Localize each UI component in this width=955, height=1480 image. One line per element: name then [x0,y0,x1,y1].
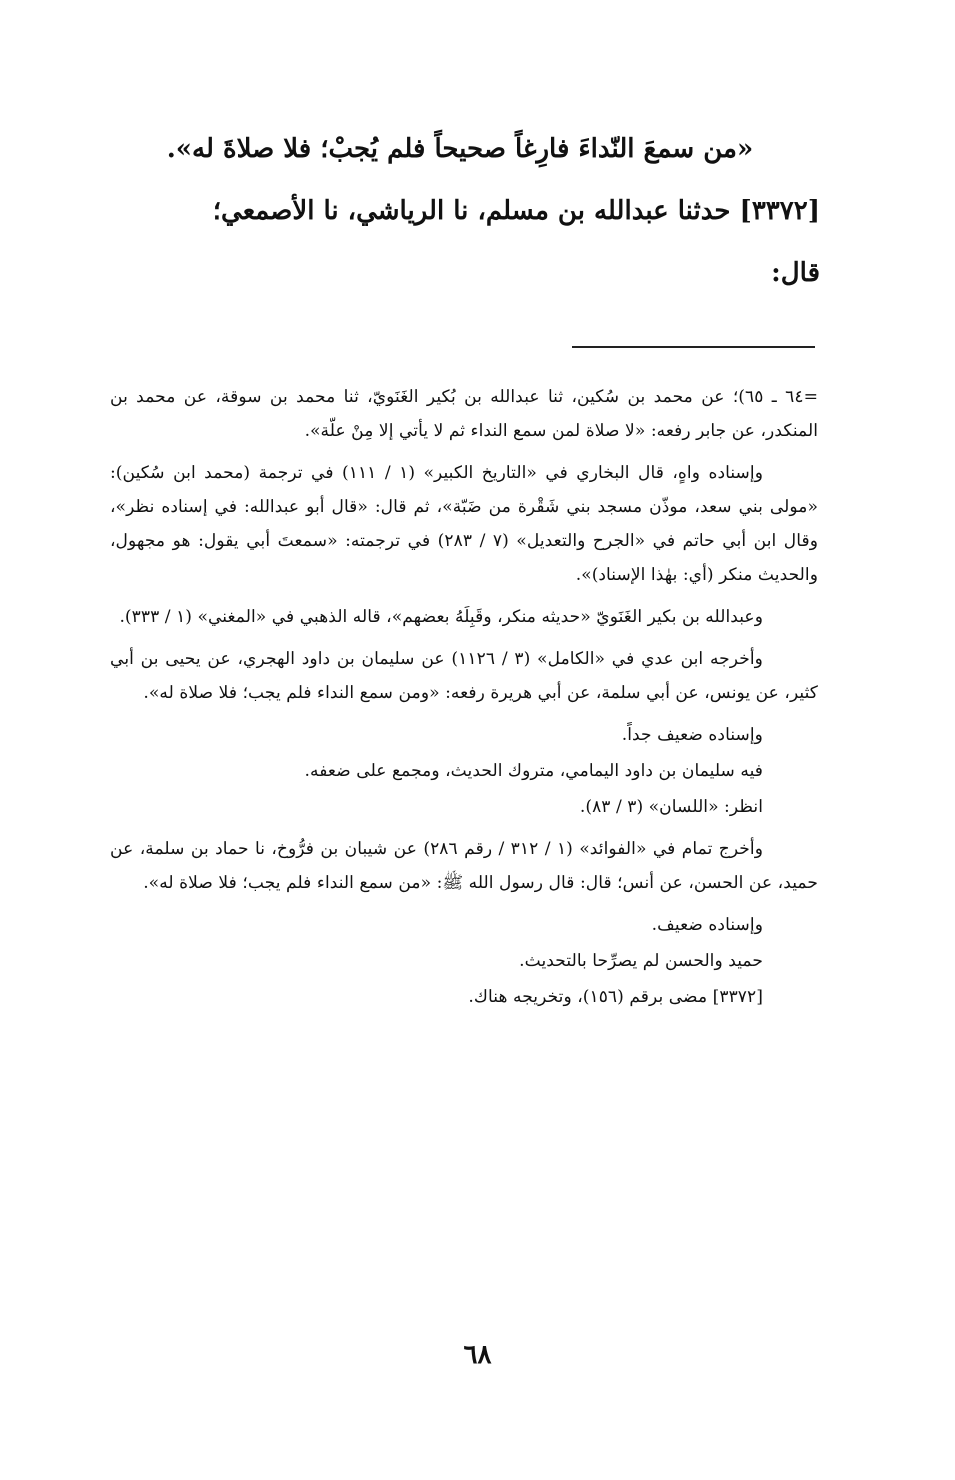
footnote-paragraph: وإسناده واهٍ، قال البخاري في «التاريخ الكبير» (١ / ١١١) في ترجمة (محمد ابن سُكين): «مولى بني سعد، موذّن مسجد بني شَقْرة من ضَبّة»، ثم قال: «قال أبو عبدالله: في إسناده نظر»، وقال ابن أبي حاتم في «الجرح والتعديل» (٧ / ٢٨٣) في ترجمته: «سمعتَ أبي يقول: هو مجهول، والحديث منكر (أي: بهٰذا الإسناد)». [110,463,819,585]
footnote-divider [572,346,815,348]
footnote-paragraph: وأخرجه ابن عدي في «الكامل» (٣ / ١١٢٦) عن سليمان بن داود الهجري، عن يحيى بن أبي كثير، عن يونس، عن أبي سلمة، عن أبي هريرة رفعه: «ومن سمع النداء فلم يجب؛ فلا صلاة له». [110,649,818,703]
footnote-paragraph: وعبدالله بن بكير الغَنَويّ «حديثه منكر، وقَبِلَهُ بعضهم»، قاله الذهبي في «المغني» (١ / ٣٣٣). [119,607,763,627]
footnote-paragraph: وأخرج تمام في «الفوائد» (١ / ٣١٢ / رقم ٢٨٦) عن شيبان بن فرُّوخ، نا حماد بن سلمة، عن حميد، عن الحسن، عن أنس؛ قال: قال رسول الله ﷺ: «من سمع النداء فلم يجب؛ فلا صلاة له». [110,839,818,893]
main-text [100,118,820,304]
hadith-chain-line: [٣٣٧٢] حدثنا عبدالله بن مسلم، نا الرياشي، نا الأصمعي؛ [212,196,820,226]
page-number: ٦٨ [463,1340,492,1370]
footnote-paragraph: وإسناده ضعيف جداً. [621,725,763,745]
footnote-paragraph: فيه سليمان بن داود اليمامي، متروك الحديث، ومجمع على ضعفه. [304,761,763,781]
hadith-quote: «من سمعَ النّداءَ فارِغاً صحيحاً فلم يُجبْ؛ فلا صلاةَ له». [166,134,754,164]
footnote-paragraph: حميد والحسن لم يصرِّحا بالتحديث. [519,951,763,971]
footnotes [110,380,818,1022]
footnote-paragraph: انظر: «اللسان» (٣ / ٨٣). [579,797,763,817]
footnote-hadith-reference: [٣٣٧٢] مضى برقم (١٥٦)، وتخريجه هناك. [468,987,763,1007]
footnote-continuation: =٦٤ ـ ٦٥)؛ عن محمد بن سُكين، ثنا عبدالله بن بُكير الغَنَويّ، ثنا محمد بن سوقة، عن محمد بن المنكدر، عن جابر رفعه: «لا صلاة لمن سمع النداء ثم لا يأتي إلا مِنْ علّة». [110,387,818,441]
hadith-chain-continuation: قال: [771,258,820,288]
footnote-paragraph: وإسناده ضعيف. [651,915,763,935]
